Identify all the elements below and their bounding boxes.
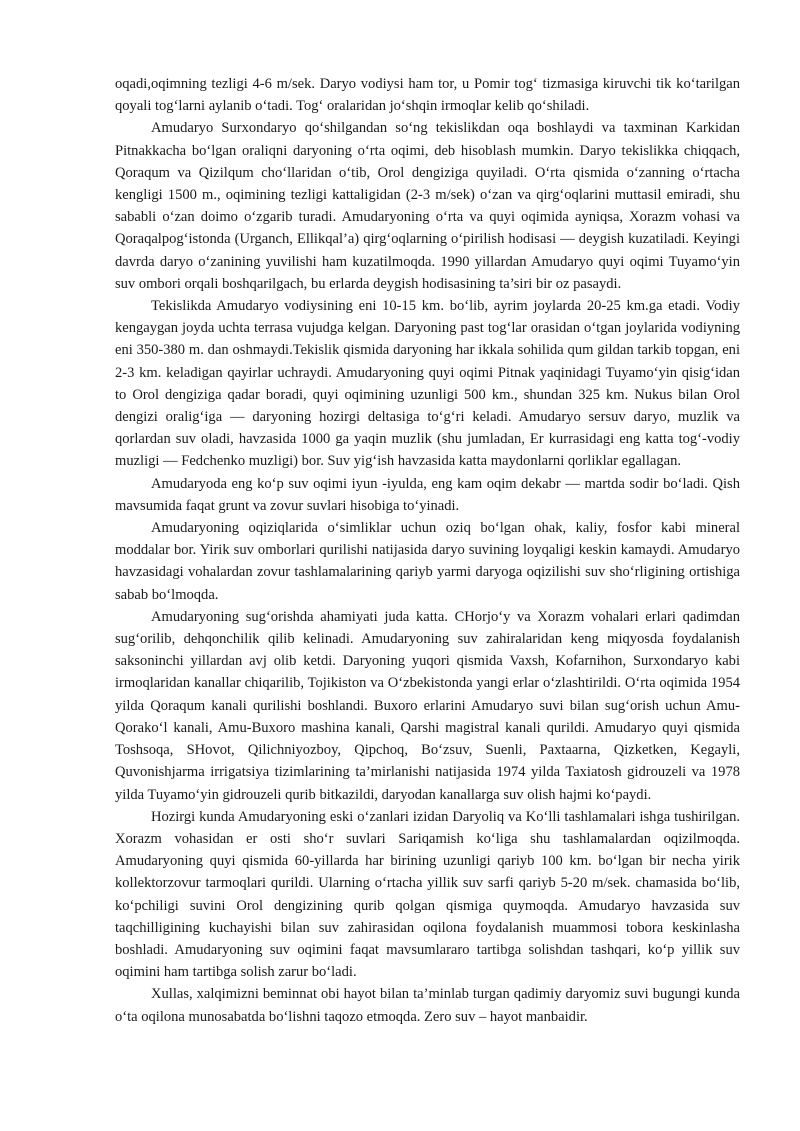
paragraph-valley-width: Tekislikda Amudaryo vodiysining eni 10-15 km. bo‘lib, ayrim joylarda 20-25 km.ga etadi. Vodiy kengaygan joyda uchta terrasa vujudga kelgan. Daryoning past tog‘lar orasidan o‘tgan joylarida vodiyning eni 350-380 m. dan oshmaydi.Tekislik qismida daryoning har ikkala sohilida qum gildan tarkib topgan, eni 2-3 km. keladigan qayirlar uchraydi. Amudaryoning quyi oqimi Pitnak yaqinidagi Tuyamo‘yin qisig‘idan to Orol dengiziga qadar boradi, quyi oqimining uzunligi 500 km., shundan 325 km. Nukus bilan Orol dengizi oralig‘iga — daryoning hozirgi deltasiga to‘g‘ri keladi. Amudaryo sersuv daryo, muzlik va qorlardan suv oladi, havzasida 1000 ga yaqin muzlik (shu jumladan, Er kurrasidagi eng katta tog‘-vodiy muzligi — Fedchenko muzligi) bor. Suv yig‘ish havzasida katta maydonlarni qorliklar egallagan. xyxy=(115,298,740,470)
paragraph-middle-course: Amudaryo Surxondaryo qo‘shilgandan so‘ng tekislikdan oqa boshlaydi va taxminan Karkidan Pitnakkacha bo‘lgan oraliqni daryoning o‘rta oqimi, deb hisoblash mumkin. Daryo tekislikka chiqqach, Qoraqum va Qizilqum cho‘llaridan o‘tib, Orol dengiziga quyiladi. O‘rta qismida o‘zanning o‘rtacha kengligi 1500 m., oqimining tezligi kattaligidan (2-3 m/sek) o‘zan va qirg‘oqlarini muttasil emiradi, shu sababli o‘zan doimo o‘zgarib turadi. Amudaryoning o‘rta va quyi oqimida ayniqsa, Xorazm vohasi va Qoraqalpog‘istonda (Urganch, Ellikqal’a) qirg‘oqlarning o‘pirilish hodisasi — deygish kuzatiladi. Keyingi davrda daryo o‘zanining yuvilishi ham kuzatilmoqda. 1990 yillardan Amudaryo quyi oqimi Tuyamo‘yin suv ombori orqali boshqarilgach, bu erlarda deygish hodisasining ta’siri bir oz pasaydi. xyxy=(115,120,740,292)
paragraph-irrigation: Amudaryoning sug‘orishda ahamiyati juda katta. CHorjo‘y va Xorazm vohalari erlari qadimdan sug‘orilib, dehqonchilik qilib kelinadi. Amudaryoning suv zahiralaridan keng miqyosda foydalanish saksoninchi yillardan avj olib ketdi. Daryoning yuqori qismida Vaxsh, Kofarnihon, Surxondaryo kabi irmoqlaridan kanallar chiqarilib, Tojikiston va O‘zbekistonda yangi erlar o‘zlashtirildi. O‘rta oqimida 1954 yilda Qoraqum kanali qurilishi boshlandi. Buxoro erlarini Amudaryo suvi bilan sug‘orish uchun Amu-Qorako‘l kanali, Amu-Buxoro mashina kanali, Qarshi magistral kanali qurildi. Amudaryo quyi qismida Toshsoqa, SHovot, Qilichniyozboy, Qipchoq, Bo‘zsuv, Suenli, Paxtaarna, Qizketken, Kegayli, Quvonishjarma irrigatsiya tizimlarining ta’mirlanishi natijasida 1974 yilda Taxiatosh gidrouzeli va 1978 yilda Tuyamo‘yin gidrouzeli qurib bitkazildi, daryodan kanallarga suv olish hajmi ko‘paydi. xyxy=(115,608,740,803)
paragraph-seasonal-flow: Amudaryoda eng ko‘p suv oqimi iyun -iyulda, eng kam oqim dekabr — martda sodir bo‘ladi. Qish mavsumida faqat grunt va zovur suvlari hisobiga to‘yinadi. xyxy=(115,475,740,514)
paragraph-conclusion: Xullas, xalqimizni beminnat obi hayot bilan ta’minlab turgan qadimiy daryomiz suvi bugungi kunda o‘ta oqilona munosabatda bo‘lishni taqozo etmoqda. Zero suv – hayot manbaidir. xyxy=(115,986,740,1025)
document-page xyxy=(115,73,740,1028)
paragraph-sediments: Amudaryoning oqiziqlarida o‘simliklar uchun oziq bo‘lgan ohak, kaliy, fosfor kabi mineral moddalar bor. Yirik suv omborlari qurilishi natijasida daryo suvining loyqaligi keskin kamaydi. Amudaryo havzasidagi vohalardan zovur tashlamalarining qariyb yarmi daryoga oqizilishi suv sho‘rligining ortishiga sabab bo‘lmoqda. xyxy=(115,520,740,603)
paragraph-continuation: oqadi,oqimning tezligi 4-6 m/sek. Daryo vodiysi ham tor, u Pomir tog‘ tizmasiga kiruvchi tik ko‘tarilgan qoyali tog‘larni aylanib o‘tadi. Tog‘ oralaridan jo‘shqin irmoqlar kelib qo‘shiladi. xyxy=(115,76,740,115)
paragraph-drainage: Hozirgi kunda Amudaryoning eski o‘zanlari izidan Daryoliq va Ko‘lli tashlamalari ishga tushirilgan. Xorazm vohasidan er osti sho‘r suvlari Sariqamish ko‘liga shu tashlamalardan oqizilmoqda. Amudaryoning quyi qismida 60-yillarda har birining uzunligi qariyb 100 km. bo‘lgan bir necha yirik kollektorzovur tarmoqlari qurildi. Ularning o‘rtacha yillik suv sarfi qariyb 5-20 m/sek. chamasida bo‘lib, ko‘pchiligi suvini Orol dengizining qurib qolgan qismiga quymoqda. Amudaryo havzasida suv taqchilligining kuchayishi bilan suv zahirasidan oqilona foydalanish muammosi tobora keskinlasha boshladi. Amudaryoning suv oqimini faqat mavsumlararo tartibga solishdan tashqari, ko‘p yillik suv oqimini ham tartibga solish zarur bo‘ladi. xyxy=(115,808,740,981)
